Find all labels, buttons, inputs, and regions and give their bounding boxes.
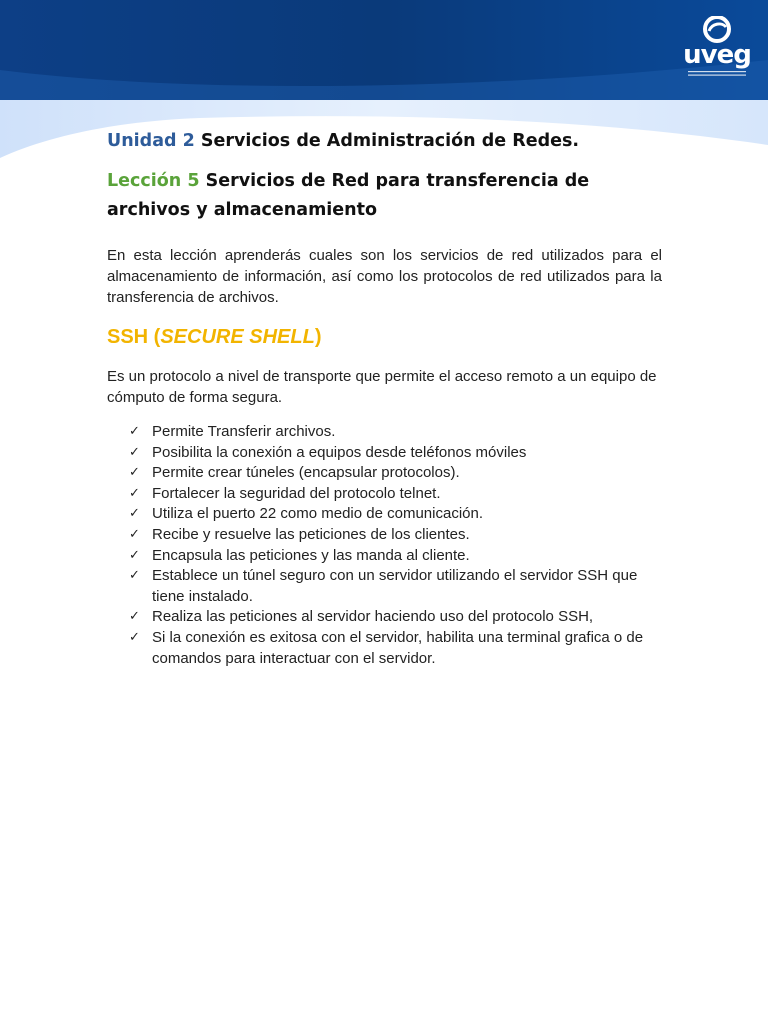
list-item-text: Si la conexión es exitosa con el servidor, habilita una terminal grafica o de comandos para interactuar con el servidor. [152, 628, 644, 667]
section-title-suffix: ) [314, 326, 322, 348]
unit-title: Servicios de Administración de Redes. [194, 131, 580, 151]
feature-list [107, 422, 662, 669]
logo-tagline-icon [688, 70, 746, 78]
section-title [107, 324, 662, 350]
list-item-text: Establece un túnel seguro con un servidor utilizando el servidor SSH que tiene instalado. [152, 567, 638, 605]
section-title-italic: SECURE SHELL [160, 326, 315, 348]
section-definition: Es un protocolo a nivel de transporte que permite el acceso remoto a un equipo de cómputo de forma segura. [107, 368, 657, 406]
lesson-label: Lección 5 [107, 171, 200, 191]
checkmark-icon: ✓ [129, 485, 140, 501]
list-item [107, 484, 662, 505]
checkmark-icon: ✓ [129, 444, 140, 460]
list-item-text: Encapsula las peticiones y las manda al cliente. [152, 546, 470, 564]
checkmark-icon: ✓ [129, 568, 140, 584]
list-item-text: Permite Transferir archivos. [152, 423, 336, 440]
lesson-heading [107, 167, 662, 225]
list-item [107, 566, 662, 607]
list-item [107, 463, 662, 484]
logo-wordmark: uveg [683, 40, 751, 70]
checkmark-icon: ✓ [129, 629, 140, 645]
list-item [107, 422, 662, 443]
uveg-logo [682, 16, 752, 78]
unit-heading [107, 128, 662, 154]
list-item-text: Recibe y resuelve las peticiones de los clientes. [152, 525, 470, 543]
lesson-title: Servicios de Red para transferencia de archivos y almacenamiento [107, 171, 590, 220]
list-item [107, 525, 662, 546]
list-item [107, 546, 662, 567]
list-item-text: Permite crear túneles (encapsular protocolos). [152, 464, 460, 482]
intro-paragraph: En esta lección aprenderás cuales son los servicios de red utilizados para el almacenamiento de información, así como los protocolos de red utilizados para la transferencia de archivos. [107, 247, 662, 306]
section-title-prefix: SSH ( [107, 326, 161, 348]
checkmark-icon: ✓ [129, 526, 140, 542]
list-item [107, 607, 662, 628]
list-item-text: Fortalecer la seguridad del protocolo telnet. [152, 484, 441, 502]
list-item [107, 504, 662, 525]
list-item-text: Utiliza el puerto 22 como medio de comunicación. [152, 505, 484, 523]
checkmark-icon: ✓ [129, 506, 140, 522]
list-item-text: Posibilita la conexión a equipos desde teléfonos móviles [152, 443, 527, 461]
list-item [107, 628, 662, 669]
document-body [107, 128, 662, 669]
list-item-text: Realiza las peticiones al servidor haciendo uso del protocolo SSH, [152, 608, 594, 626]
checkmark-icon: ✓ [129, 465, 140, 481]
checkmark-icon: ✓ [129, 547, 140, 563]
unit-label: Unidad 2 [107, 131, 195, 151]
list-item [107, 443, 662, 464]
checkmark-icon: ✓ [129, 424, 140, 439]
checkmark-icon: ✓ [129, 609, 140, 625]
